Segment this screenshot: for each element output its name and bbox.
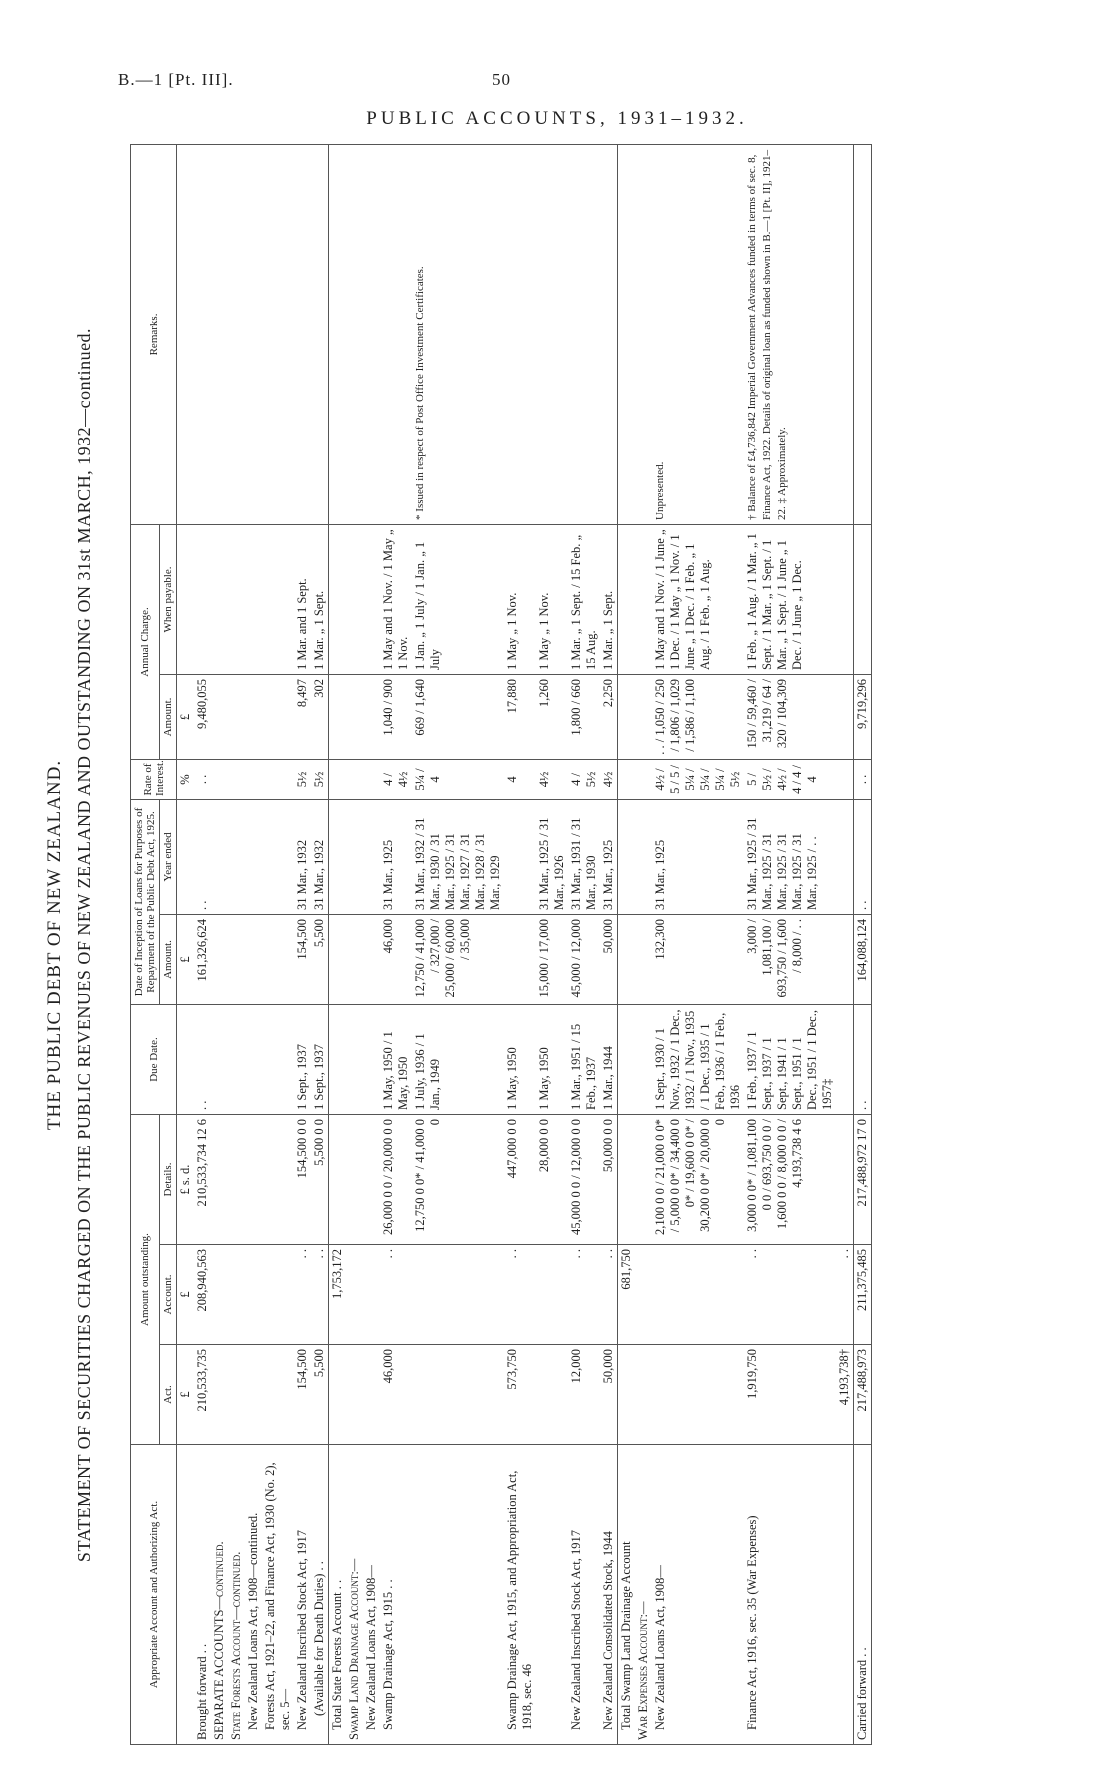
cell-act: 1,919,750 bbox=[744, 1345, 836, 1445]
cell-details bbox=[329, 1115, 347, 1245]
table-row bbox=[836, 144, 854, 1744]
cell-details bbox=[363, 1115, 380, 1245]
cell-charge: 1,260 bbox=[536, 674, 568, 759]
table-row bbox=[744, 144, 836, 1744]
cell-remarks bbox=[363, 144, 380, 524]
cell-year: 31 Mar., 1932 bbox=[294, 799, 311, 914]
cell-due: 1 Sept., 1930 / 1 Nov., 1932 / 1 Dec., 1932 / 1 Nov., 1935 / 1 Dec., 1935 / 1 Feb., 1936 / 1 Feb., 1936 bbox=[652, 1005, 744, 1115]
cell-due: 1 Mar., 1951 / 15 Feb., 1937 bbox=[568, 1005, 600, 1115]
header-when-payable: When payable. bbox=[160, 524, 177, 674]
cell-charge: 17,880 bbox=[504, 674, 536, 759]
cell-due bbox=[262, 1005, 294, 1115]
table-row bbox=[854, 144, 872, 1744]
cell-label: Total Swamp Land Drainage Account bbox=[618, 1445, 636, 1745]
cell-account bbox=[652, 1245, 744, 1345]
cell-details bbox=[836, 1115, 854, 1245]
cell-label: Swamp Drainage Act, 1915, and Appropriation Act, 1918, sec. 46 bbox=[504, 1445, 536, 1745]
cell-act bbox=[346, 1345, 363, 1445]
cell-details: 2,100 0 0 / 21,000 0 0* / 5,000 0 0* / 34,400 0 0* / 19,600 0 0* / 30,200 0 0* / 20,000 0 0 bbox=[652, 1115, 744, 1245]
cell-inc-amount bbox=[363, 915, 380, 1005]
cell-rate bbox=[363, 759, 380, 799]
cell-year: . . bbox=[194, 799, 211, 914]
cell-payable bbox=[329, 524, 347, 674]
cell-act bbox=[635, 1345, 652, 1445]
cell-remarks bbox=[618, 144, 636, 524]
cell-payable: 1 May „ 1 Nov. bbox=[536, 524, 568, 674]
cell-act bbox=[618, 1345, 636, 1445]
cell-remarks bbox=[536, 144, 568, 524]
cell-act bbox=[262, 1345, 294, 1445]
cell-label: War Expenses Account:— bbox=[635, 1445, 652, 1745]
cell-act bbox=[536, 1345, 568, 1445]
cell-act: 154,500 bbox=[294, 1345, 311, 1445]
cell-label bbox=[412, 1445, 504, 1745]
cell-act: 4,193,738† bbox=[836, 1345, 854, 1445]
cell-act: 217,488,973 bbox=[854, 1345, 872, 1445]
cell-remarks bbox=[311, 144, 329, 524]
cell-label: Finance Act, 1916, sec. 35 (War Expenses) bbox=[744, 1445, 836, 1745]
cell-act bbox=[363, 1345, 380, 1445]
cell-charge bbox=[211, 674, 228, 759]
securities-table bbox=[130, 144, 872, 1745]
cell-charge bbox=[635, 674, 652, 759]
header-account: Account. bbox=[160, 1245, 177, 1345]
cell-year: 31 Mar., 1931 / 31 Mar., 1930 bbox=[568, 799, 600, 914]
header-due-date: Due Date. bbox=[131, 1005, 177, 1115]
header-remarks: Remarks. bbox=[131, 144, 177, 524]
cell-year: 31 Mar., 1925 bbox=[652, 799, 744, 914]
page-number: 50 bbox=[492, 70, 511, 89]
cell-due bbox=[363, 1005, 380, 1115]
cell-inc-amount bbox=[211, 915, 228, 1005]
cell-account bbox=[536, 1245, 568, 1345]
cell-act bbox=[412, 1345, 504, 1445]
cell-year bbox=[329, 799, 347, 914]
cell-details bbox=[211, 1115, 228, 1245]
cell-details: 50,000 0 0 bbox=[600, 1115, 618, 1245]
cell-remarks bbox=[211, 144, 228, 524]
cell-details bbox=[228, 1115, 245, 1245]
cell-payable bbox=[228, 524, 245, 674]
cell-due: 1 Sept., 1937 bbox=[294, 1005, 311, 1115]
cell-act: 210,533,735 bbox=[194, 1345, 211, 1445]
cell-inc-amount: 164,088,124 bbox=[854, 915, 872, 1005]
cell-inc-amount bbox=[836, 915, 854, 1005]
cell-inc-amount: 50,000 bbox=[600, 915, 618, 1005]
cell-details: 447,000 0 0 bbox=[504, 1115, 536, 1245]
cell-inc-amount bbox=[262, 915, 294, 1005]
cell-act: 5,500 bbox=[311, 1345, 329, 1445]
cell-year: 31 Mar., 1925 / 31 Mar., 1926 bbox=[536, 799, 568, 914]
table-row bbox=[211, 144, 228, 1744]
table-row bbox=[262, 144, 294, 1744]
cell-year bbox=[346, 799, 363, 914]
cell-charge: 669 / 1,640 bbox=[412, 674, 504, 759]
cell-inc-amount: 46,000 bbox=[380, 915, 412, 1005]
cell-label: (Available for Death Duties) . . bbox=[311, 1445, 329, 1745]
cell-details bbox=[618, 1115, 636, 1245]
cell-due: 1 Mar., 1944 bbox=[600, 1005, 618, 1115]
cell-act bbox=[652, 1345, 744, 1445]
cell-remarks: † Balance of £4,736,842 Imperial Government Advances funded in terms of sec. 8, Finance Act, 1922. Details of original loan as funded shown in B.—1 [Pt. II], 1921–22. ‡ Approximately. bbox=[744, 144, 836, 524]
cell-rate: 4 bbox=[504, 759, 536, 799]
table-sub-title: STATEMENT OF SECURITIES CHARGED ON THE PUBLIC REVENUES OF NEW ZEALAND AND OUTSTANDING ON 31st MARCH, 1932—continued. bbox=[74, 327, 94, 1563]
page-title: PUBLIC ACCOUNTS, 1931–1932. bbox=[366, 108, 748, 129]
cell-payable bbox=[836, 524, 854, 674]
cell-details: 210,533,734 12 6 bbox=[194, 1115, 211, 1245]
cell-rate: 5 / 5½ / 4½ / 4 / 4 / 4 bbox=[744, 759, 836, 799]
cell-rate: 5½ bbox=[294, 759, 311, 799]
cell-details: 154,500 0 0 bbox=[294, 1115, 311, 1245]
cell-due bbox=[329, 1005, 347, 1115]
cell-payable bbox=[854, 524, 872, 674]
cell-inc-amount: 161,326,624 bbox=[194, 915, 211, 1005]
unit-account: £ bbox=[177, 1245, 195, 1345]
unit-charge: £ bbox=[177, 674, 195, 759]
cell-payable bbox=[635, 524, 652, 674]
cell-due: 1 Feb., 1937 / 1 Sept., 1937 / 1 Sept., 1941 / 1 Sept., 1951 / 1 Dec., 1951 / 1 Dec., 1957‡ bbox=[744, 1005, 836, 1115]
cell-act: 573,750 bbox=[504, 1345, 536, 1445]
cell-inc-amount bbox=[245, 915, 262, 1005]
cell-remarks: Unpresented. bbox=[652, 144, 744, 524]
cell-inc-amount bbox=[618, 915, 636, 1005]
header-annual-charge: Annual Charge. bbox=[131, 524, 160, 759]
cell-rate: 5¼ / 4 bbox=[412, 759, 504, 799]
cell-due: . . bbox=[194, 1005, 211, 1115]
cell-due: 1 May, 1950 bbox=[536, 1005, 568, 1115]
cell-charge bbox=[262, 674, 294, 759]
cell-due bbox=[635, 1005, 652, 1115]
cell-details bbox=[635, 1115, 652, 1245]
cell-account: . . bbox=[836, 1245, 854, 1345]
cell-charge: 302 bbox=[311, 674, 329, 759]
cell-charge bbox=[363, 674, 380, 759]
cell-payable: 1 Mar. „ 1 Sept. bbox=[600, 524, 618, 674]
cell-account: . . bbox=[380, 1245, 412, 1345]
cell-payable: 1 May and 1 Nov. / 1 June „ 1 Dec. / 1 May „ 1 Nov. / 1 June „ 1 Dec. / 1 Feb. „ 1 Aug. / 1 Feb. „ 1 Aug. bbox=[652, 524, 744, 674]
cell-year: 31 Mar., 1925 bbox=[380, 799, 412, 914]
header-amount-outstanding: Amount outstanding. bbox=[131, 1115, 160, 1445]
cell-charge bbox=[346, 674, 363, 759]
cell-rate: . . bbox=[854, 759, 872, 799]
cell-rate bbox=[346, 759, 363, 799]
table-row bbox=[311, 144, 329, 1744]
cell-year bbox=[504, 799, 536, 914]
cell-charge: 1,040 / 900 bbox=[380, 674, 412, 759]
table-row bbox=[380, 144, 412, 1744]
cell-payable bbox=[211, 524, 228, 674]
cell-inc-amount bbox=[635, 915, 652, 1005]
cell-due: . . bbox=[854, 1005, 872, 1115]
cell-inc-amount: 3,000 / 1,081,100 / 693,750 / 1,600 / 8,000 / . . bbox=[744, 915, 836, 1005]
cell-due: 1 July, 1936 / 1 Jan., 1949 bbox=[412, 1005, 504, 1115]
cell-payable bbox=[194, 524, 211, 674]
cell-rate bbox=[329, 759, 347, 799]
cell-remarks bbox=[194, 144, 211, 524]
cell-inc-amount: 12,750 / 41,000 / 327,000 / 25,000 / 60,000 / 35,000 bbox=[412, 915, 504, 1005]
cell-due: 1 May, 1950 / 1 May, 1950 bbox=[380, 1005, 412, 1115]
cell-due bbox=[228, 1005, 245, 1115]
cell-label: New Zealand Loans Act, 1908—continued. bbox=[245, 1445, 262, 1745]
cell-account bbox=[635, 1245, 652, 1345]
cell-year: 31 Mar., 1932 bbox=[311, 799, 329, 914]
cell-account: . . bbox=[311, 1245, 329, 1345]
cell-account: . . bbox=[600, 1245, 618, 1345]
cell-year bbox=[211, 799, 228, 914]
table-row bbox=[504, 144, 536, 1744]
cell-charge: . . / 1,050 / 250 / 1,806 / 1,029 / 1,586 / 1,100 bbox=[652, 674, 744, 759]
cell-details bbox=[245, 1115, 262, 1245]
cell-act bbox=[211, 1345, 228, 1445]
table-row bbox=[536, 144, 568, 1744]
cell-payable bbox=[618, 524, 636, 674]
table-row bbox=[635, 144, 652, 1744]
cell-act bbox=[329, 1345, 347, 1445]
cell-account: . . bbox=[294, 1245, 311, 1345]
cell-account: . . bbox=[504, 1245, 536, 1345]
unit-details: £ s. d. bbox=[177, 1115, 195, 1245]
cell-label: New Zealand Consolidated Stock, 1944 bbox=[600, 1445, 618, 1745]
cell-charge: 9,480,055 bbox=[194, 674, 211, 759]
cell-details: 26,000 0 0 / 20,000 0 0 bbox=[380, 1115, 412, 1245]
cell-inc-amount bbox=[329, 915, 347, 1005]
cell-due bbox=[211, 1005, 228, 1115]
cell-inc-amount: 45,000 / 12,000 bbox=[568, 915, 600, 1005]
cell-details: 45,000 0 0 / 12,000 0 0 bbox=[568, 1115, 600, 1245]
cell-due bbox=[836, 1005, 854, 1115]
cell-due bbox=[346, 1005, 363, 1115]
cell-inc-amount: 5,500 bbox=[311, 915, 329, 1005]
cell-account: . . bbox=[744, 1245, 836, 1345]
cell-payable: 1 Feb. „ 1 Aug. / 1 Mar. „ 1 Sept. / 1 Mar. „ 1 Sept. / 1 Mar. „ 1 Sept. / 1 June „ 1 Dec. / 1 June „ 1 Dec. bbox=[744, 524, 836, 674]
cell-rate: 5½ bbox=[311, 759, 329, 799]
cell-charge bbox=[836, 674, 854, 759]
cell-inc-amount bbox=[504, 915, 536, 1005]
cell-account bbox=[363, 1245, 380, 1345]
table-row bbox=[363, 144, 380, 1744]
cell-inc-amount: 15,000 / 17,000 bbox=[536, 915, 568, 1005]
table-row bbox=[245, 144, 262, 1744]
cell-year: 31 Mar., 1932 / 31 Mar., 1930 / 31 Mar., 1925 / 31 Mar., 1927 / 31 Mar., 1928 / 31 Mar., 1929 bbox=[412, 799, 504, 914]
cell-label: SEPARATE ACCOUNTS—continued. bbox=[211, 1445, 228, 1745]
table-row bbox=[346, 144, 363, 1744]
cell-payable bbox=[245, 524, 262, 674]
cell-year: . . bbox=[854, 799, 872, 914]
cell-year bbox=[228, 799, 245, 914]
cell-year bbox=[363, 799, 380, 914]
cell-label: Swamp Drainage Act, 1915 . . bbox=[380, 1445, 412, 1745]
cell-rate: . . bbox=[194, 759, 211, 799]
cell-year bbox=[245, 799, 262, 914]
table-row bbox=[294, 144, 311, 1744]
cell-account: 1,753,172 bbox=[329, 1245, 347, 1345]
cell-due bbox=[245, 1005, 262, 1115]
cell-rate bbox=[635, 759, 652, 799]
cell-charge: 1,800 / 660 bbox=[568, 674, 600, 759]
cell-remarks bbox=[600, 144, 618, 524]
cell-year: 31 Mar., 1925 bbox=[600, 799, 618, 914]
cell-payable: 1 May and 1 Nov. / 1 May „ 1 Nov. bbox=[380, 524, 412, 674]
cell-label bbox=[536, 1445, 568, 1745]
cell-charge bbox=[245, 674, 262, 759]
cell-details bbox=[262, 1115, 294, 1245]
table-main-title: THE PUBLIC DEBT OF NEW ZEALAND. bbox=[44, 759, 65, 1131]
cell-payable bbox=[363, 524, 380, 674]
table-row bbox=[194, 144, 211, 1744]
cell-details: 5,500 0 0 bbox=[311, 1115, 329, 1245]
cell-year: 31 Mar., 1925 / 31 Mar., 1925 / 31 Mar., 1925 / 31 Mar., 1925 / 31 Mar., 1925 / . . bbox=[744, 799, 836, 914]
cell-payable: 1 Mar. „ 1 Sept. bbox=[311, 524, 329, 674]
table-row bbox=[618, 144, 636, 1744]
cell-label: New Zealand Inscribed Stock Act, 1917 bbox=[294, 1445, 311, 1745]
header-appropriate-account: Appropriate Account and Authorizing Act. bbox=[131, 1445, 177, 1745]
cell-account: 211,375,485 bbox=[854, 1245, 872, 1345]
cell-details: 12,750 0 0* / 41,000 0 0 bbox=[412, 1115, 504, 1245]
cell-year bbox=[262, 799, 294, 914]
cell-act bbox=[245, 1345, 262, 1445]
cell-rate bbox=[245, 759, 262, 799]
cell-rate: 4½ bbox=[600, 759, 618, 799]
cell-account bbox=[346, 1245, 363, 1345]
cell-remarks bbox=[836, 144, 854, 524]
unit-rate: % bbox=[177, 759, 195, 799]
cell-charge: 9,719,296 bbox=[854, 674, 872, 759]
cell-details bbox=[346, 1115, 363, 1245]
cell-payable: 1 Mar. „ 1 Sept. / 15 Feb. „ 15 Aug. bbox=[568, 524, 600, 674]
cell-account bbox=[211, 1245, 228, 1345]
cell-label: New Zealand Inscribed Stock Act, 1917 bbox=[568, 1445, 600, 1745]
cell-charge: 2,250 bbox=[600, 674, 618, 759]
cell-rate bbox=[836, 759, 854, 799]
cell-inc-amount bbox=[228, 915, 245, 1005]
cell-remarks bbox=[228, 144, 245, 524]
cell-label: Carried forward . . bbox=[854, 1445, 872, 1745]
cell-details: 217,488,972 17 0 bbox=[854, 1115, 872, 1245]
cell-account: 681,750 bbox=[618, 1245, 636, 1345]
cell-due: 1 May, 1950 bbox=[504, 1005, 536, 1115]
cell-rate: 4½ / 5 / 5 / 5¼ / 5¼ / 5¼ / 5½ bbox=[652, 759, 744, 799]
header-act: Act. bbox=[160, 1345, 177, 1445]
table-row bbox=[412, 144, 504, 1744]
cell-details: 28,000 0 0 bbox=[536, 1115, 568, 1245]
cell-act bbox=[228, 1345, 245, 1445]
cell-account bbox=[228, 1245, 245, 1345]
cell-act: 50,000 bbox=[600, 1345, 618, 1445]
cell-charge: 150 / 59,460 / 31,219 / 64 / 320 / 104,309 bbox=[744, 674, 836, 759]
header-details: Details. bbox=[160, 1115, 177, 1245]
cell-due bbox=[618, 1005, 636, 1115]
cell-remarks bbox=[854, 144, 872, 524]
cell-year bbox=[836, 799, 854, 914]
cell-rate bbox=[211, 759, 228, 799]
cell-account bbox=[245, 1245, 262, 1345]
page-reference: B.—1 [Pt. III]. bbox=[118, 70, 234, 89]
header-charge-amount: Amount. bbox=[160, 674, 177, 759]
cell-remarks bbox=[294, 144, 311, 524]
cell-label: New Zealand Loans Act, 1908— bbox=[363, 1445, 380, 1745]
unit-act: £ bbox=[177, 1345, 195, 1445]
cell-label: State Forests Account—continued. bbox=[228, 1445, 245, 1745]
table-row bbox=[652, 144, 744, 1744]
cell-remarks bbox=[262, 144, 294, 524]
cell-act: 12,000 bbox=[568, 1345, 600, 1445]
cell-label: New Zealand Loans Act, 1908— bbox=[652, 1445, 744, 1745]
header-inception-amount: Amount. bbox=[160, 915, 177, 1005]
cell-year bbox=[635, 799, 652, 914]
header-inception: Date of Inception of Loans for Purposes of Repayment of the Public Debt Act, 1925. bbox=[131, 799, 160, 1004]
cell-due: 1 Sept., 1937 bbox=[311, 1005, 329, 1115]
rotated-table-area bbox=[44, 145, 930, 1745]
cell-payable bbox=[262, 524, 294, 674]
cell-rate: 4 / 5½ bbox=[568, 759, 600, 799]
cell-rate: 4½ bbox=[536, 759, 568, 799]
cell-charge bbox=[329, 674, 347, 759]
cell-charge bbox=[618, 674, 636, 759]
cell-label: Forests Act, 1921–22, and Finance Act, 1930 (No. 2), sec. 5— bbox=[262, 1445, 294, 1745]
cell-remarks bbox=[380, 144, 412, 524]
cell-remarks: * Issued in respect of Post Office Investment Certificates. bbox=[412, 144, 504, 524]
cell-label: Swamp Land Drainage Account:— bbox=[346, 1445, 363, 1745]
cell-label bbox=[836, 1445, 854, 1745]
cell-remarks bbox=[568, 144, 600, 524]
cell-inc-amount bbox=[346, 915, 363, 1005]
cell-remarks bbox=[635, 144, 652, 524]
cell-remarks bbox=[329, 144, 347, 524]
cell-label: Total State Forests Account . . bbox=[329, 1445, 347, 1745]
cell-act: 46,000 bbox=[380, 1345, 412, 1445]
cell-payable: 1 Mar. and 1 Sept. bbox=[294, 524, 311, 674]
cell-details: 3,000 0 0* / 1,081,100 0 0 / 693,750 0 0 / 1,600 0 0 / 8,000 0 0 / 4,193,738 4 6 bbox=[744, 1115, 836, 1245]
cell-account: 208,940,563 bbox=[194, 1245, 211, 1345]
cell-rate bbox=[228, 759, 245, 799]
cell-year bbox=[618, 799, 636, 914]
cell-label: Brought forward . . bbox=[194, 1445, 211, 1745]
cell-remarks bbox=[504, 144, 536, 524]
cell-rate: 4 / 4½ bbox=[380, 759, 412, 799]
unit-inception: £ bbox=[177, 915, 195, 1005]
cell-account: . . bbox=[568, 1245, 600, 1345]
cell-rate bbox=[262, 759, 294, 799]
cell-inc-amount: 154,500 bbox=[294, 915, 311, 1005]
cell-payable: 1 Jan. „ 1 July / 1 Jan. „ 1 July bbox=[412, 524, 504, 674]
table-row bbox=[228, 144, 245, 1744]
cell-account bbox=[262, 1245, 294, 1345]
cell-remarks bbox=[245, 144, 262, 524]
table-row bbox=[329, 144, 347, 1744]
table-row bbox=[600, 144, 618, 1744]
cell-remarks bbox=[346, 144, 363, 524]
cell-payable bbox=[346, 524, 363, 674]
cell-account bbox=[412, 1245, 504, 1345]
cell-charge bbox=[228, 674, 245, 759]
header-rate: Rate of Interest. bbox=[131, 759, 177, 799]
table-row bbox=[568, 144, 600, 1744]
cell-charge: 8,497 bbox=[294, 674, 311, 759]
header-year-ended: Year ended bbox=[160, 799, 177, 914]
cell-rate bbox=[618, 759, 636, 799]
cell-inc-amount: 132,300 bbox=[652, 915, 744, 1005]
cell-payable: 1 May „ 1 Nov. bbox=[504, 524, 536, 674]
